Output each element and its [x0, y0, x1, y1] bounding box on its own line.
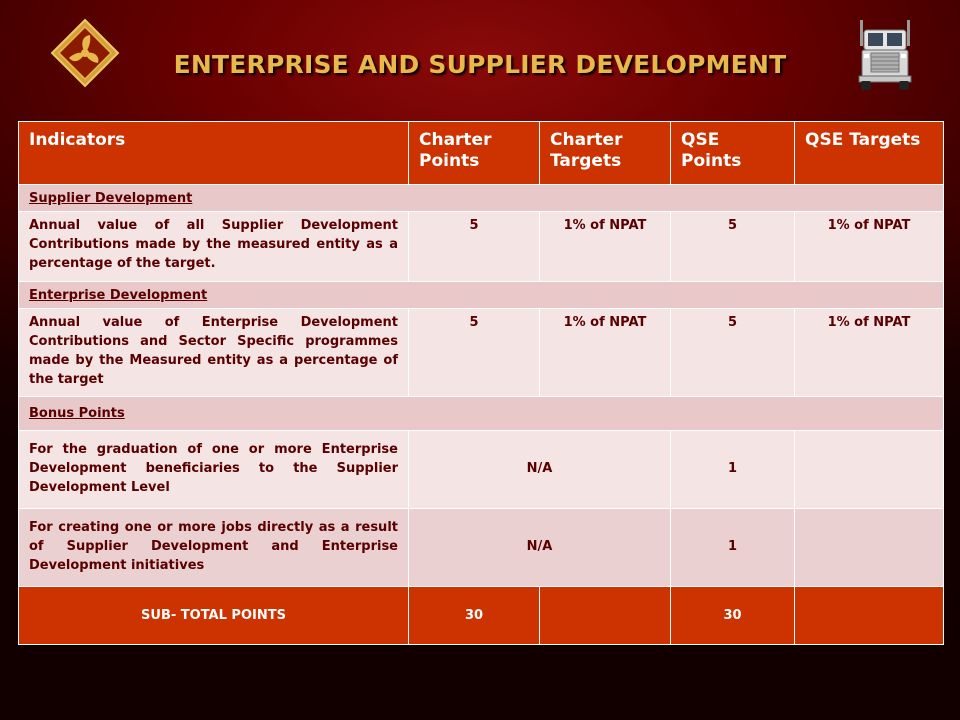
subtotal-label: SUB- TOTAL POINTS — [19, 587, 409, 645]
subtotal-charter-targets — [540, 587, 671, 645]
table-row — [19, 431, 944, 509]
indicators-table — [18, 121, 944, 645]
header-indicators: Indicators — [19, 122, 409, 185]
subtotal-charter-points: 30 — [409, 587, 540, 645]
subtotal-row — [19, 587, 944, 645]
qse-points-cell: 5 — [671, 212, 795, 282]
charter-points-cell: 5 — [409, 212, 540, 282]
charter-targets-cell: 1% of NPAT — [540, 212, 671, 282]
section-row — [19, 185, 944, 212]
table-row — [19, 212, 944, 282]
qse-points-cell: 1 — [671, 509, 795, 587]
table-header-row — [19, 122, 944, 185]
subtotal-qse-points: 30 — [671, 587, 795, 645]
qse-targets-cell — [795, 509, 944, 587]
header-qse-targets: QSE Targets — [795, 122, 944, 185]
subtotal-qse-targets — [795, 587, 944, 645]
table-row — [19, 509, 944, 587]
qse-points-cell: 5 — [671, 309, 795, 397]
charter-merged-cell: N/A — [409, 509, 671, 587]
indicator-cell: For creating one or more jobs directly as a result of Supplier Development and Enterprise Development initiatives — [19, 509, 409, 587]
indicator-cell: For the graduation of one or more Enterprise Development beneficiaries to the Supplier Development Level — [19, 431, 409, 509]
section-bonus-points: Bonus Points — [19, 397, 944, 431]
qse-targets-cell: 1% of NPAT — [795, 309, 944, 397]
section-supplier-development: Supplier Development — [19, 185, 944, 212]
qse-points-cell: 1 — [671, 431, 795, 509]
header-charter-points: Charter Points — [409, 122, 540, 185]
section-enterprise-development: Enterprise Development — [19, 282, 944, 309]
qse-targets-cell — [795, 431, 944, 509]
qse-targets-cell: 1% of NPAT — [795, 212, 944, 282]
indicator-cell: Annual value of all Supplier Development Contributions made by the measured entity as a percentage of the target. — [19, 212, 409, 282]
header-qse-points: QSE Points — [671, 122, 795, 185]
charter-merged-cell: N/A — [409, 431, 671, 509]
section-row — [19, 282, 944, 309]
section-row — [19, 397, 944, 431]
charter-points-cell: 5 — [409, 309, 540, 397]
header-charter-targets: Charter Targets — [540, 122, 671, 185]
charter-targets-cell: 1% of NPAT — [540, 309, 671, 397]
indicator-cell: Annual value of Enterprise Development Contributions and Sector Specific programmes made by the Measured entity as a percentage of the target — [19, 309, 409, 397]
page-title: ENTERPRISE AND SUPPLIER DEVELOPMENT — [173, 50, 787, 79]
table-row — [19, 309, 944, 397]
